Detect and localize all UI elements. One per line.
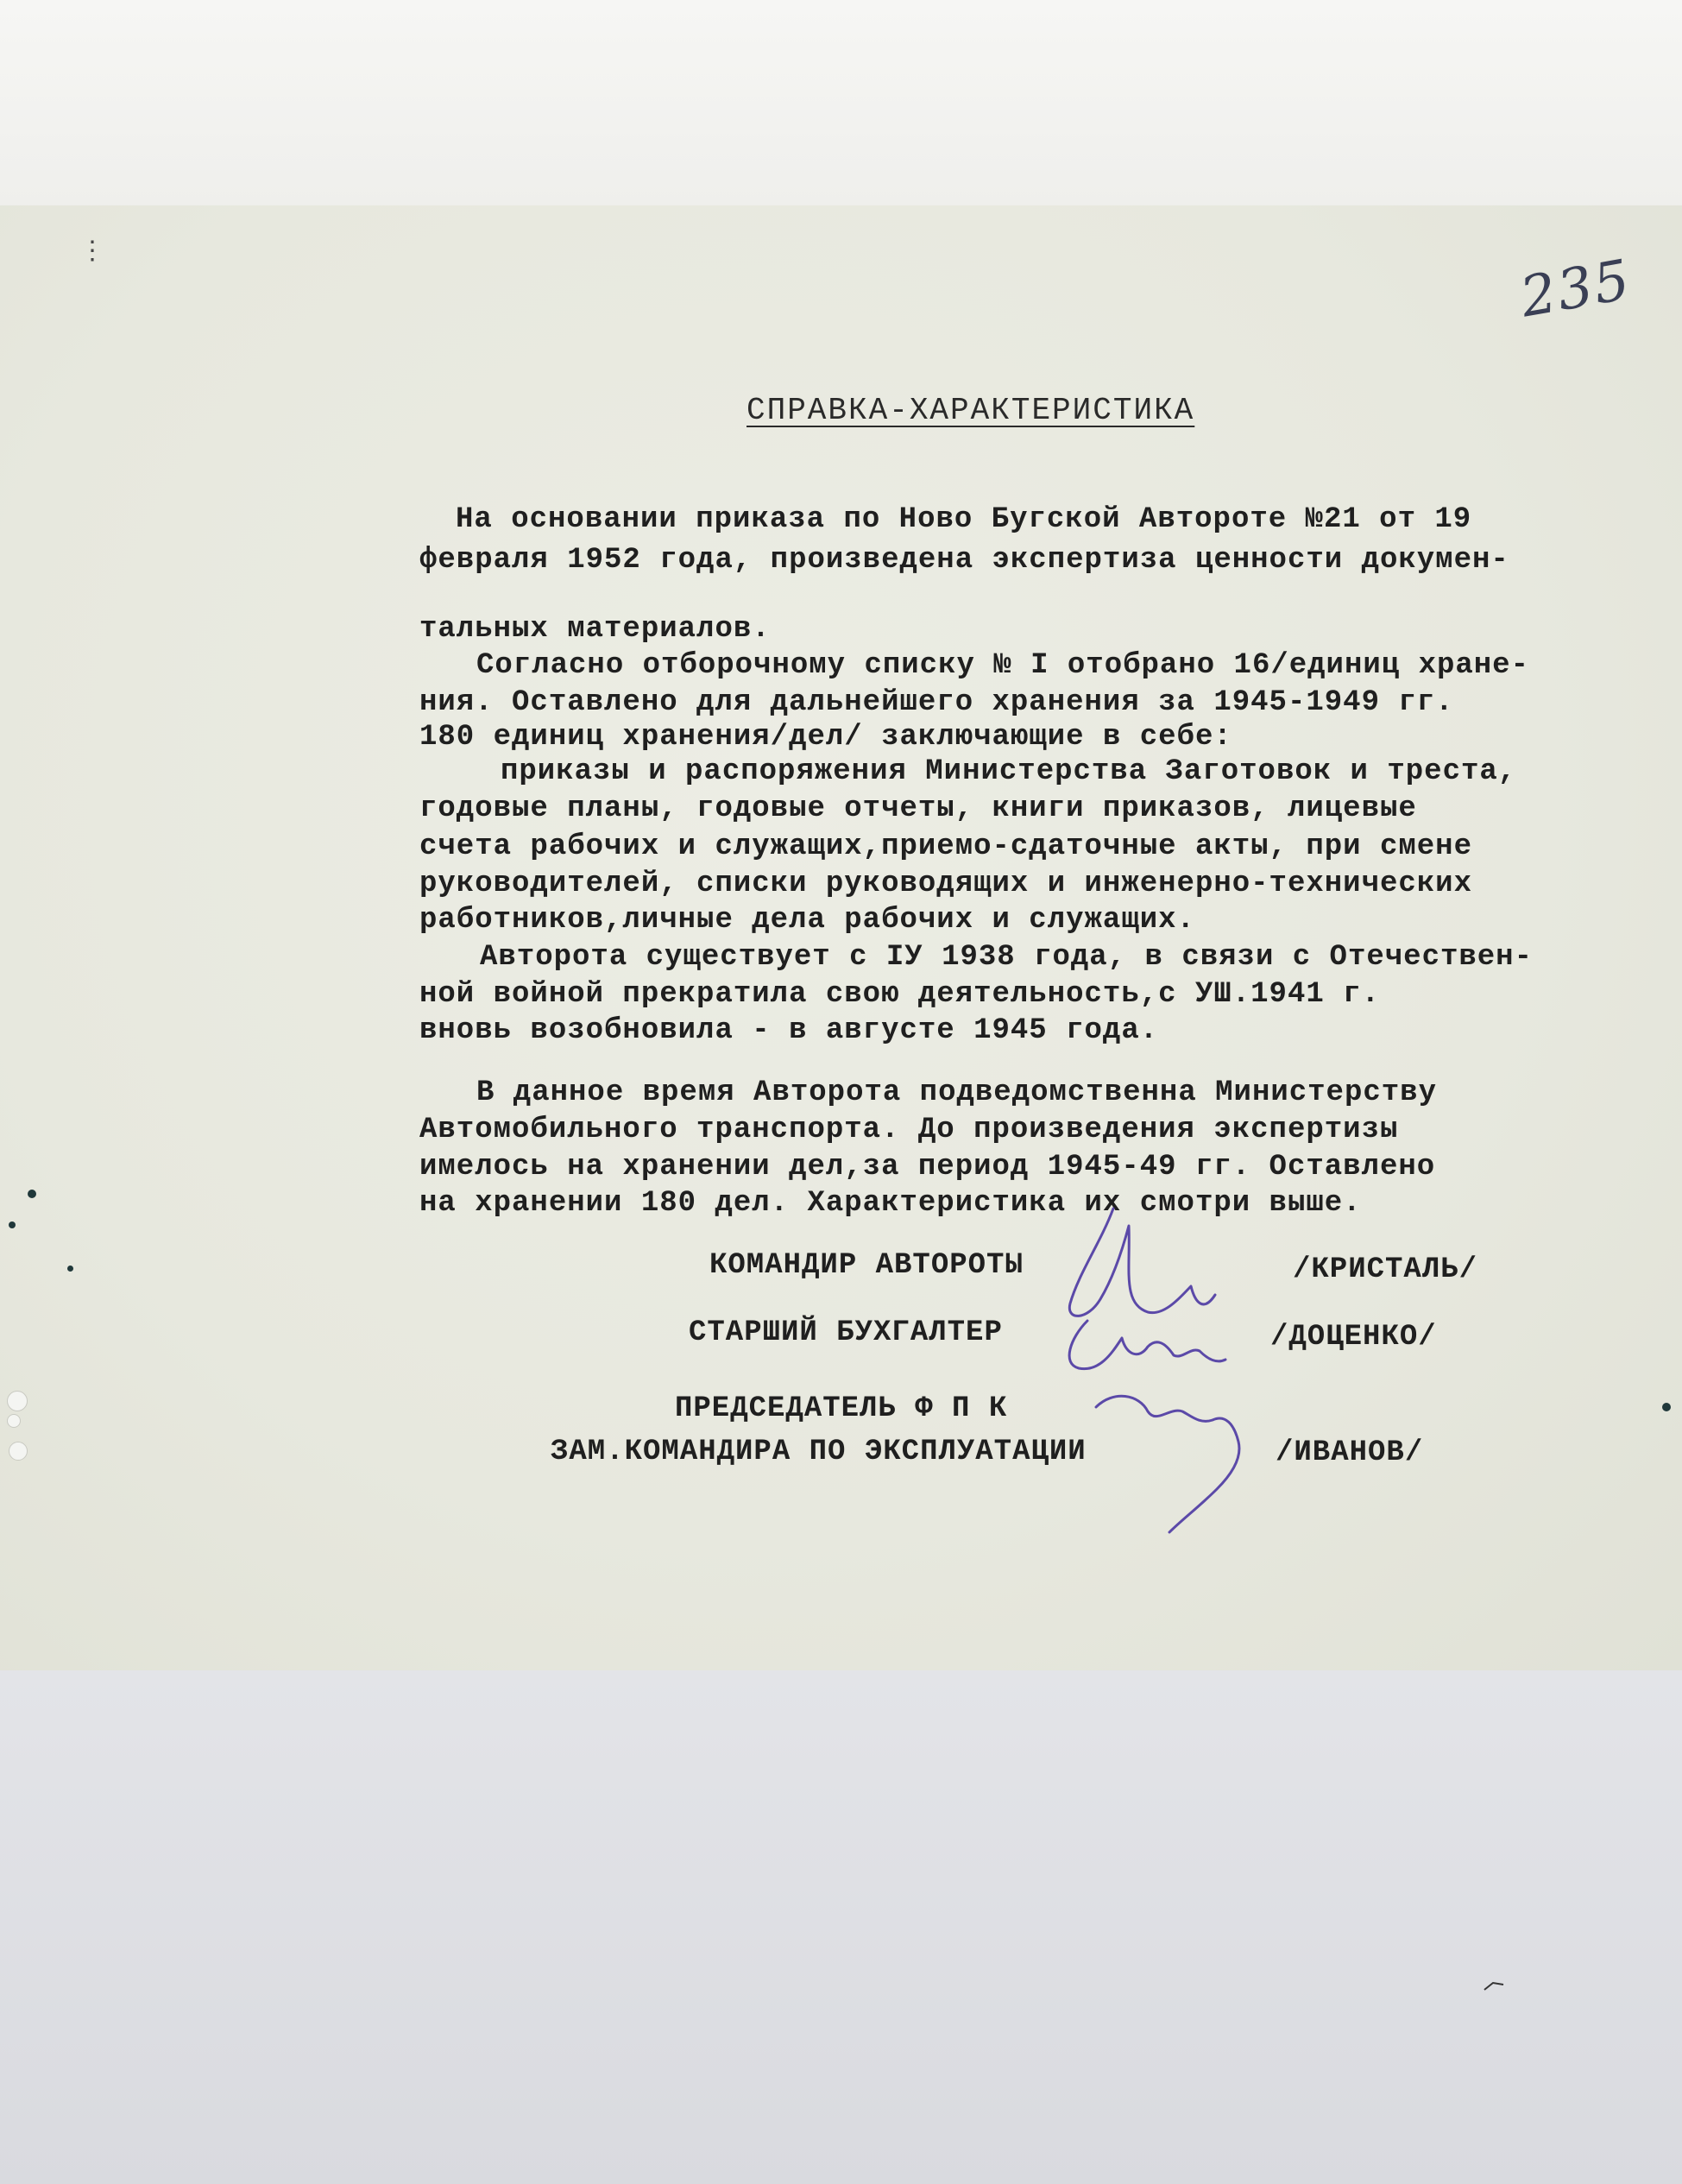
body-line: годовые планы, годовые отчеты, книги приказов, лицевые	[419, 792, 1417, 825]
signatory-role: КОМАНДИР АВТОРОТЫ	[709, 1249, 1024, 1282]
body-line: вновь возобновила - в августе 1945 года.	[419, 1014, 1159, 1047]
body-line: Авторота существует с IУ 1938 года, в связи с Отечествен-	[480, 941, 1533, 974]
ink-speck	[67, 1266, 73, 1272]
body-line: ния. Оставлено для дальнейшего хранения за 1945-1949 гг.	[419, 686, 1454, 719]
body-line: приказы и распоряжения Министерства Заготовок и треста,	[501, 755, 1517, 788]
page-number: 235	[1515, 248, 1636, 331]
ink-speck	[1662, 1403, 1671, 1411]
body-line: имелось на хранении дел,за период 1945-49 гг. Оставлено	[419, 1151, 1436, 1184]
signatory-role: ЗАМ.КОМАНДИРА ПО ЭКСПЛУАТАЦИИ	[551, 1436, 1087, 1468]
signatory-name: /ДОЦЕНКО/	[1270, 1321, 1437, 1354]
signatory-role: ПРЕДСЕДАТЕЛЬ Ф П К	[675, 1392, 1008, 1425]
body-line: ной войной прекратила свою деятельность,с УШ.1941 г.	[419, 978, 1380, 1011]
body-line: руководителей, списки руководящих и инженерно-технических	[419, 868, 1472, 900]
body-line: февраля 1952 года, произведена экспертиза ценности докумен-	[419, 544, 1509, 577]
punch-hole	[7, 1414, 21, 1428]
scan-bottom-surface	[0, 1670, 1682, 2184]
signature-dotsenko	[1069, 1321, 1225, 1369]
signature-kristal	[1069, 1209, 1215, 1316]
body-line: работников,личные дела рабочих и служащих.	[419, 904, 1195, 937]
body-line: Автомобильного транспорта. До произведения экспертизы	[419, 1114, 1399, 1146]
body-line: В данное время Авторота подведомственна Министерству	[476, 1076, 1437, 1109]
body-line: Согласно отборочному списку № I отобрано 16/единиц хране-	[476, 649, 1529, 682]
pencil-mark	[1483, 1981, 1505, 1991]
handwritten-signatures	[1018, 1191, 1329, 1562]
body-line: 180 единиц хранения/дел/ заключающие в себе:	[419, 721, 1232, 754]
document-title: СПРАВКА-ХАРАКТЕРИСТИКА	[747, 393, 1195, 428]
punch-hole	[9, 1442, 28, 1461]
ink-speck	[9, 1221, 16, 1228]
margin-mark: ⋮	[79, 238, 105, 268]
signature-ivanov	[1096, 1396, 1239, 1532]
body-line: На основании приказа по Ново Бугской Автороте №21 от 19	[456, 503, 1472, 536]
signatory-name: /КРИСТАЛЬ/	[1293, 1253, 1478, 1286]
ink-speck	[28, 1190, 36, 1198]
body-line: счета рабочих и служащих,приемо-сдаточные акты, при смене	[419, 830, 1472, 863]
scan-top-margin	[0, 0, 1682, 205]
signatory-name: /ИВАНОВ/	[1276, 1436, 1424, 1469]
signatory-role: СТАРШИЙ БУХГАЛТЕР	[689, 1316, 1003, 1349]
body-line: тальных материалов.	[419, 613, 771, 646]
body-line: на хранении 180 дел. Характеристика их смотри выше.	[419, 1187, 1362, 1220]
punch-hole	[7, 1391, 28, 1411]
